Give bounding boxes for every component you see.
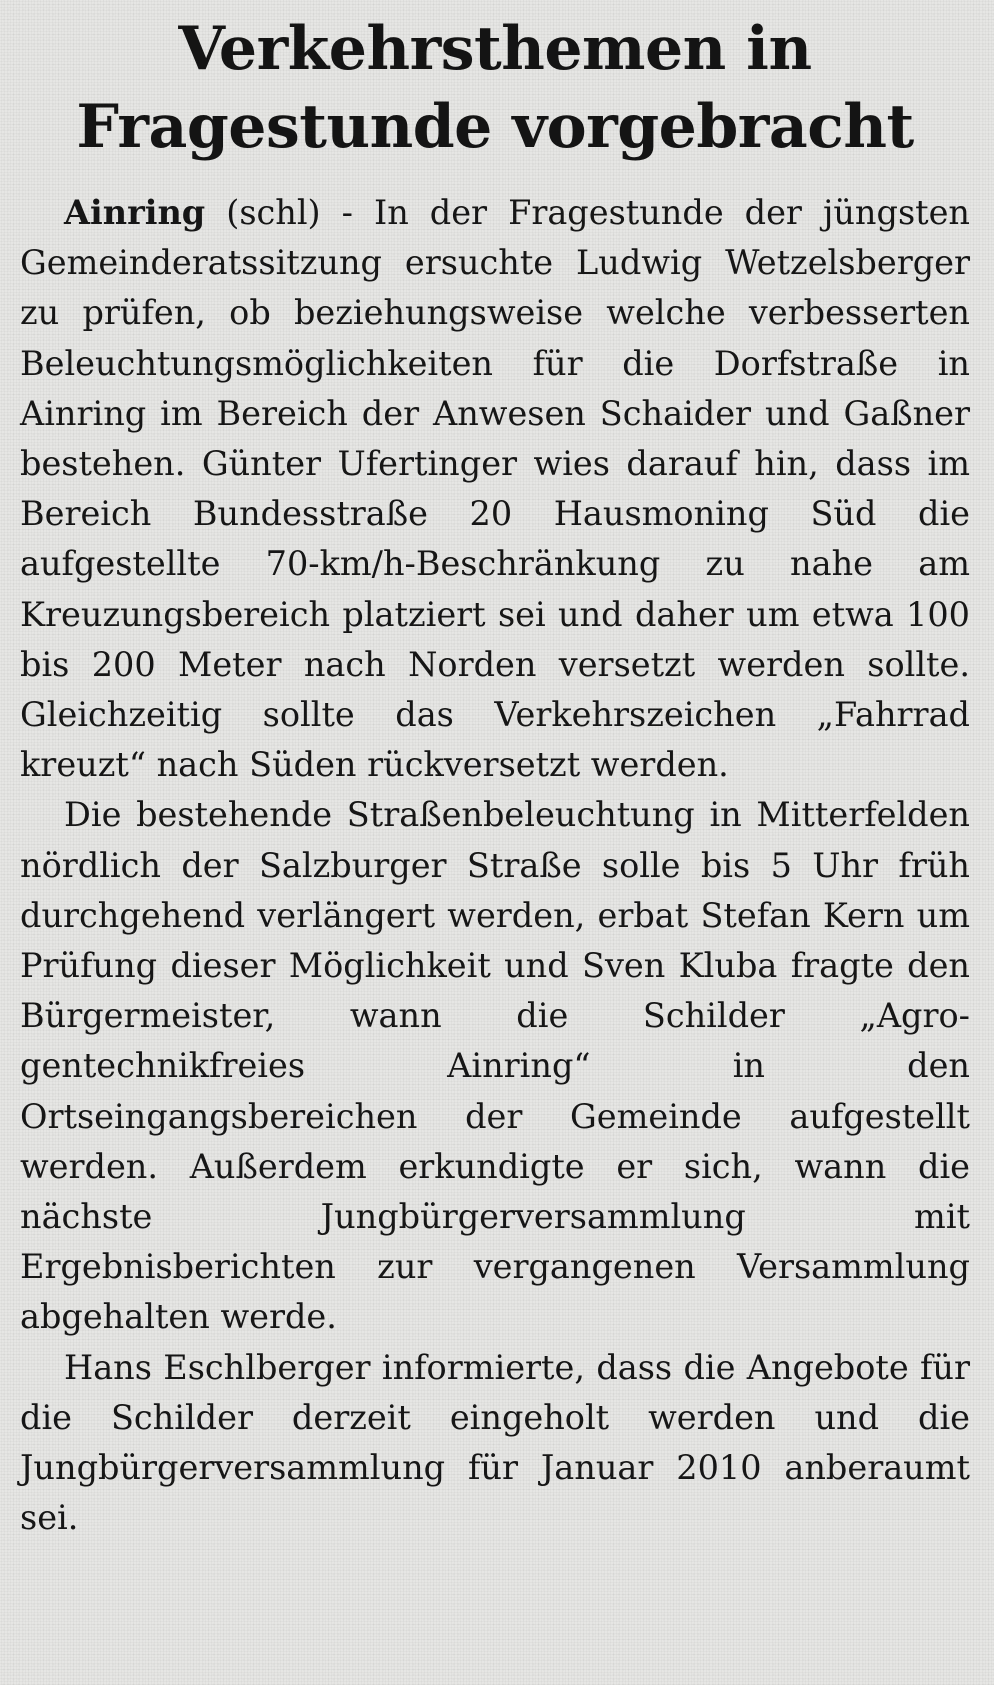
dateline: Ainring [64, 193, 206, 232]
paragraph-1-text: (schl) - In der Fragestunde der jüngsten Gemeinderatssitzung ersuchte Ludwig Wetzelsberger zu prüfen, ob beziehungsweise welche verbesserten Beleuchtungsmöglichkeiten für die Dorfstraße in Ainring im Bereich der Anwesen Schaider und Gaßner bestehen. Günter Ufertinger wies darauf hin, dass im Bereich Bundesstraße 20 Hausmoning Süd die aufgestellte 70-km/h-Beschränkung zu nahe am Kreuzungsbereich platziert sei und daher um etwa 100 bis 200 Meter nach Norden versetzt werden sollte. Gleichzeitig sollte das Verkehrszeichen „Fahrrad kreuzt“ nach Süden rückversetzt werden. [20, 193, 970, 785]
newspaper-article [20, 10, 970, 1543]
headline-line-1: Verkehrsthemen in [178, 14, 812, 84]
article-headline [20, 10, 970, 166]
paragraph-3: Hans Eschlberger informierte, dass die Angebote für die Schilder derzeit eingeholt werden und die Jungbürgerversammlung für Januar 2010 anberaumt sei. [20, 1347, 970, 1538]
paragraph-1 [20, 188, 970, 790]
article-body [20, 188, 970, 1543]
paragraph-2: Die bestehende Straßenbeleuchtung in Mitterfelden nördlich der Salzburger Straße solle bis 5 Uhr früh durchgehend verlängert werden, erbat Stefan Kern um Prüfung dieser Möglichkeit und Sven Kluba fragte den Bürgermeister, wann die Schilder „Agro-gentechnikfreies Ainring“ in den Ortseingangsbereichen der Gemeinde aufgestellt werden. Außerdem erkundigte er sich, wann die nächste Jungbürgerversammlung mit Ergebnisberichten zur vergangenen Versammlung abgehalten werde. [20, 795, 970, 1337]
headline-line-2: Fragestunde vorgebracht [76, 92, 914, 162]
